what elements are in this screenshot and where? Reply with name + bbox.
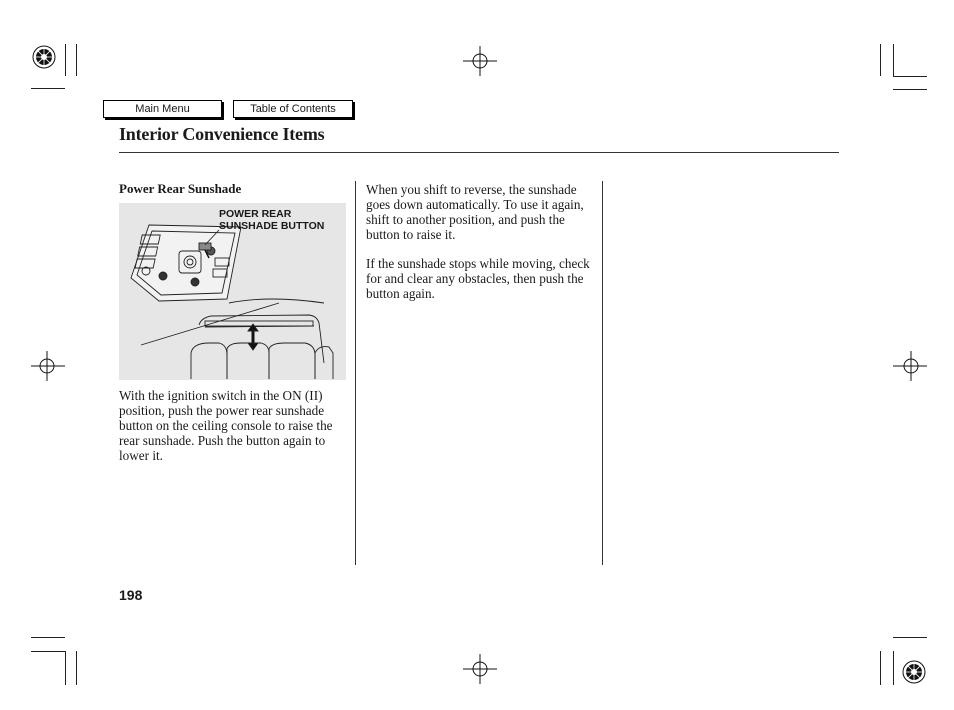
callout-line-1: POWER REAR — [219, 208, 292, 220]
crop-mark — [76, 651, 77, 685]
column-divider — [355, 181, 356, 565]
crop-mark — [880, 651, 881, 685]
illustration-callout — [219, 208, 324, 232]
crop-mark — [893, 89, 927, 90]
table-of-contents-button[interactable]: Table of Contents — [233, 100, 353, 118]
paragraph-reverse-behavior: When you shift to reverse, the sunshade goes down automatically. To use it again, shift to another position, and push the button to raise it. — [366, 182, 584, 242]
paragraph-instructions: With the ignition switch in the ON (II) position, push the power rear sunshade button on the ceiling console to raise the rear sunshade. Push the button again to lower it. — [119, 388, 333, 463]
sunshade-illustration — [119, 203, 346, 380]
crop-mark — [31, 651, 65, 652]
crop-mark — [893, 651, 894, 685]
page-number: 198 — [119, 587, 143, 603]
column-divider — [602, 181, 603, 565]
crop-mark — [880, 44, 881, 76]
crosshair-target-icon — [463, 46, 497, 76]
crop-mark — [76, 44, 77, 76]
crop-mark — [893, 637, 927, 638]
crop-mark — [31, 88, 65, 89]
crosshair-target-icon — [893, 351, 927, 381]
callout-line-2: SUNSHADE BUTTON — [219, 220, 325, 232]
section-divider — [119, 152, 839, 153]
crosshair-target-icon — [463, 654, 497, 684]
crop-mark — [31, 637, 65, 638]
crop-mark — [65, 651, 66, 685]
crop-mark — [65, 44, 66, 76]
registration-target-icon — [31, 44, 57, 70]
paragraph-obstacle-note: If the sunshade stops while moving, check for and clear any obstacles, then push the button again. — [366, 256, 590, 301]
subheading-power-rear-sunshade: Power Rear Sunshade — [119, 181, 242, 196]
crosshair-target-icon — [31, 351, 65, 381]
crop-mark — [893, 76, 927, 77]
section-title: Interior Convenience Items — [119, 124, 325, 144]
main-menu-button[interactable]: Main Menu — [103, 100, 222, 118]
crop-mark — [893, 44, 894, 76]
registration-target-icon — [901, 659, 927, 685]
